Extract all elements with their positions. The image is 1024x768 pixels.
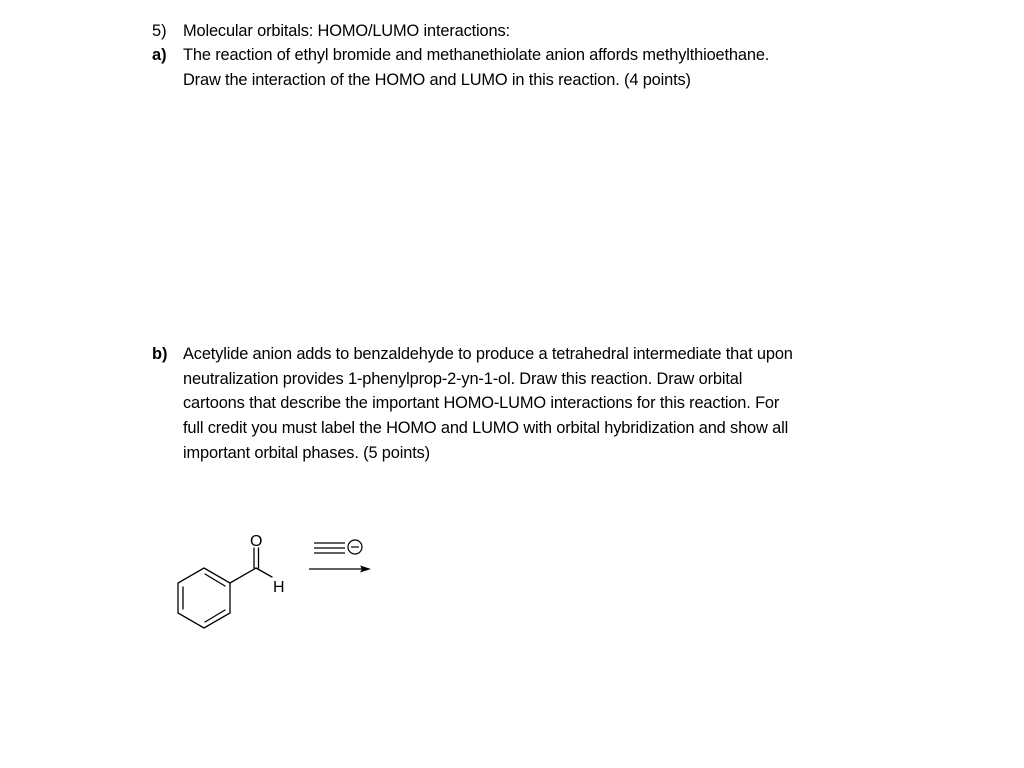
benzene-ring — [178, 568, 230, 628]
aldehyde-ch-bond — [256, 568, 272, 577]
question-title: Molecular orbitals: HOMO/LUMO interactions: — [183, 22, 510, 40]
part-b-line-3: cartoons that describe the important HOMO-LUMO interactions for this reaction. For — [183, 394, 780, 412]
part-a-line-1: The reaction of ethyl bromide and methanethiolate anion affords methylthioethane. — [183, 46, 770, 64]
ring-carbonyl-bond — [230, 568, 256, 583]
part-a-label: a) — [152, 46, 167, 64]
hydrogen-atom-label: H — [273, 579, 285, 596]
part-b-line-2: neutralization provides 1-phenylprop-2-yn-1-ol. Draw this reaction. Draw orbital — [183, 370, 743, 388]
acetylide-reagent — [314, 540, 362, 554]
part-b-line-1: Acetylide anion adds to benzaldehyde to produce a tetrahedral intermediate that upon — [183, 345, 793, 363]
question-number: 5) — [152, 22, 167, 40]
part-b-line-5: important orbital phases. (5 points) — [183, 444, 430, 462]
oxygen-atom-label: O — [250, 533, 263, 550]
reaction-arrow-icon — [309, 566, 371, 573]
part-b-label: b) — [152, 345, 168, 363]
benzaldehyde-structure — [178, 548, 272, 628]
part-b-line-4: full credit you must label the HOMO and LUMO with orbital hybridization and show all — [183, 419, 789, 437]
part-a-line-2: Draw the interaction of the HOMO and LUMO in this reaction. (4 points) — [183, 71, 691, 89]
